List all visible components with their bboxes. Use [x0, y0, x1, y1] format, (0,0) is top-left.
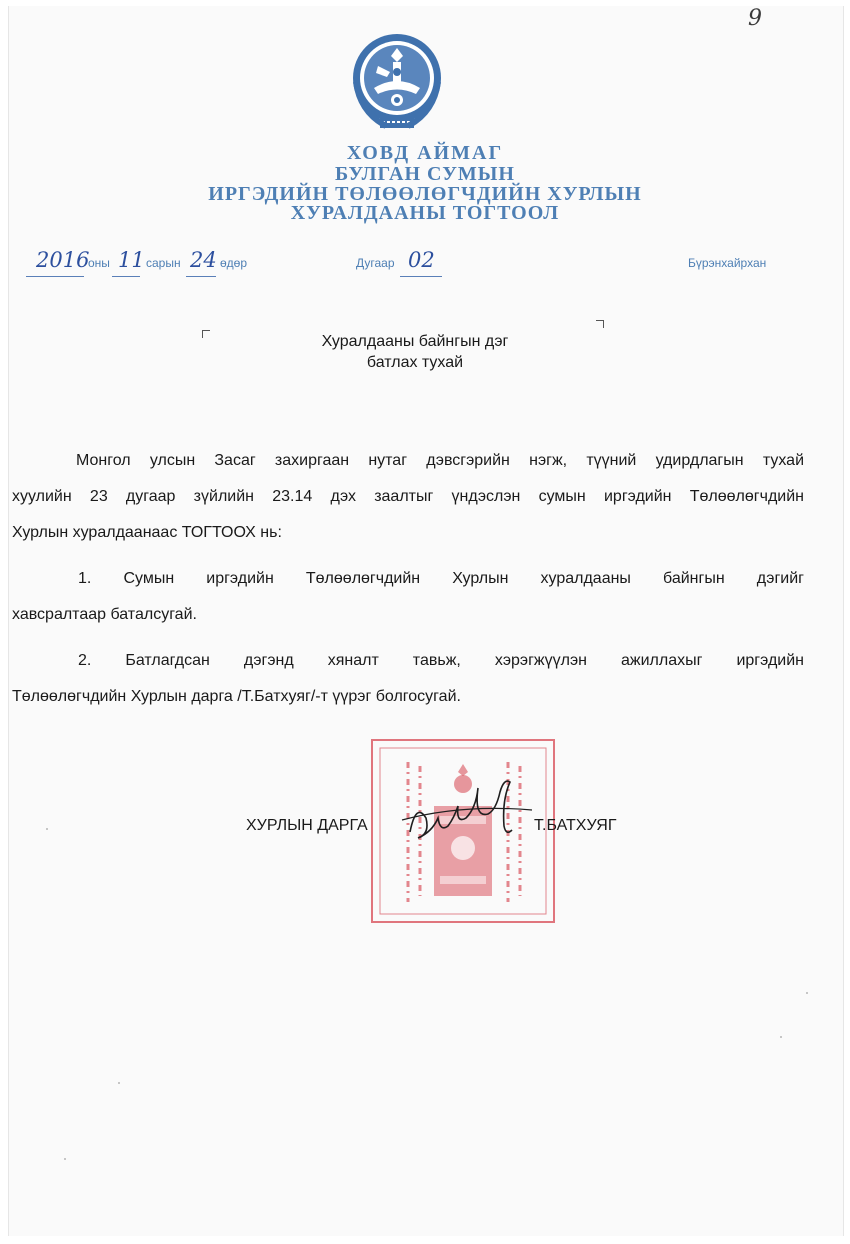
- scan-speck: [806, 992, 808, 994]
- number-label: Дугаар: [356, 256, 395, 270]
- title-line-1: Хуралдааны байнгын дэг: [321, 333, 509, 350]
- day-label: өдөр: [220, 256, 248, 270]
- scan-speck: [118, 1082, 120, 1084]
- number-value: 02: [408, 248, 435, 272]
- month-label: сарын: [146, 256, 181, 270]
- preamble-line-1: Монгол улсын Засаг захиргаан нутаг дэвсгэрийн нэгж, түүний удирдлагын тухай: [76, 452, 804, 469]
- handwritten-signature: [396, 780, 546, 860]
- item-1-line-2: хавсралтаар баталсугай.: [12, 606, 197, 623]
- day-value: 24: [190, 248, 217, 272]
- title-corner-right: [596, 320, 604, 328]
- year-underline: [26, 276, 84, 277]
- month-value: 11: [118, 248, 145, 272]
- item-1-line-1: 1. Сумын иргэдийн Төлөөлөгчдийн Хурлын хуралдааны байнгын дэгийг: [78, 570, 804, 587]
- title-line-2: батлах тухай: [366, 354, 464, 371]
- header-resolution: ХУРАЛДААНЫ ТОГТООЛ: [290, 202, 560, 224]
- chairman-name: Т.БАТХУЯГ: [534, 817, 617, 834]
- place-name: Бүрэнхайрхан: [688, 256, 767, 270]
- chairman-title: ХУРЛЫН ДАРГА: [246, 817, 368, 834]
- header-council: ИРГЭДИЙН ТӨЛӨӨЛӨГЧДИЙН ХУРЛЫН: [208, 183, 642, 205]
- state-emblem-icon: [350, 28, 444, 138]
- number-underline: [400, 276, 442, 277]
- item-2-line-1: 2. Батлагдсан дэгэнд хяналт тавьж, хэрэгжүүлэн ажиллахыг иргэдийн: [78, 652, 804, 669]
- header-district: БУЛГАН СУМЫН: [335, 163, 515, 185]
- page-number: 9: [748, 6, 762, 31]
- preamble-line-3: Хурлын хуралдаанаас ТОГТООХ нь:: [12, 524, 282, 541]
- scan-speck: [780, 1036, 782, 1038]
- header-province: ХОВД АЙМАГ: [346, 142, 504, 164]
- year-label: оны: [88, 256, 110, 270]
- scan-speck: [64, 1158, 66, 1160]
- day-underline: [186, 276, 216, 277]
- month-underline: [112, 276, 140, 277]
- preamble-line-2: хуулийн 23 дугаар зүйлийн 23.14 дэх заалтыг үндэслэн сумын иргэдийн Төлөөлөгчдийн: [12, 488, 804, 505]
- year-value: 2016: [36, 248, 90, 272]
- scan-speck: [46, 828, 48, 830]
- item-2-line-2: Төлөөлөгчдийн Хурлын дарга /Т.Батхуяг/-т үүрэг болгосугай.: [12, 688, 461, 705]
